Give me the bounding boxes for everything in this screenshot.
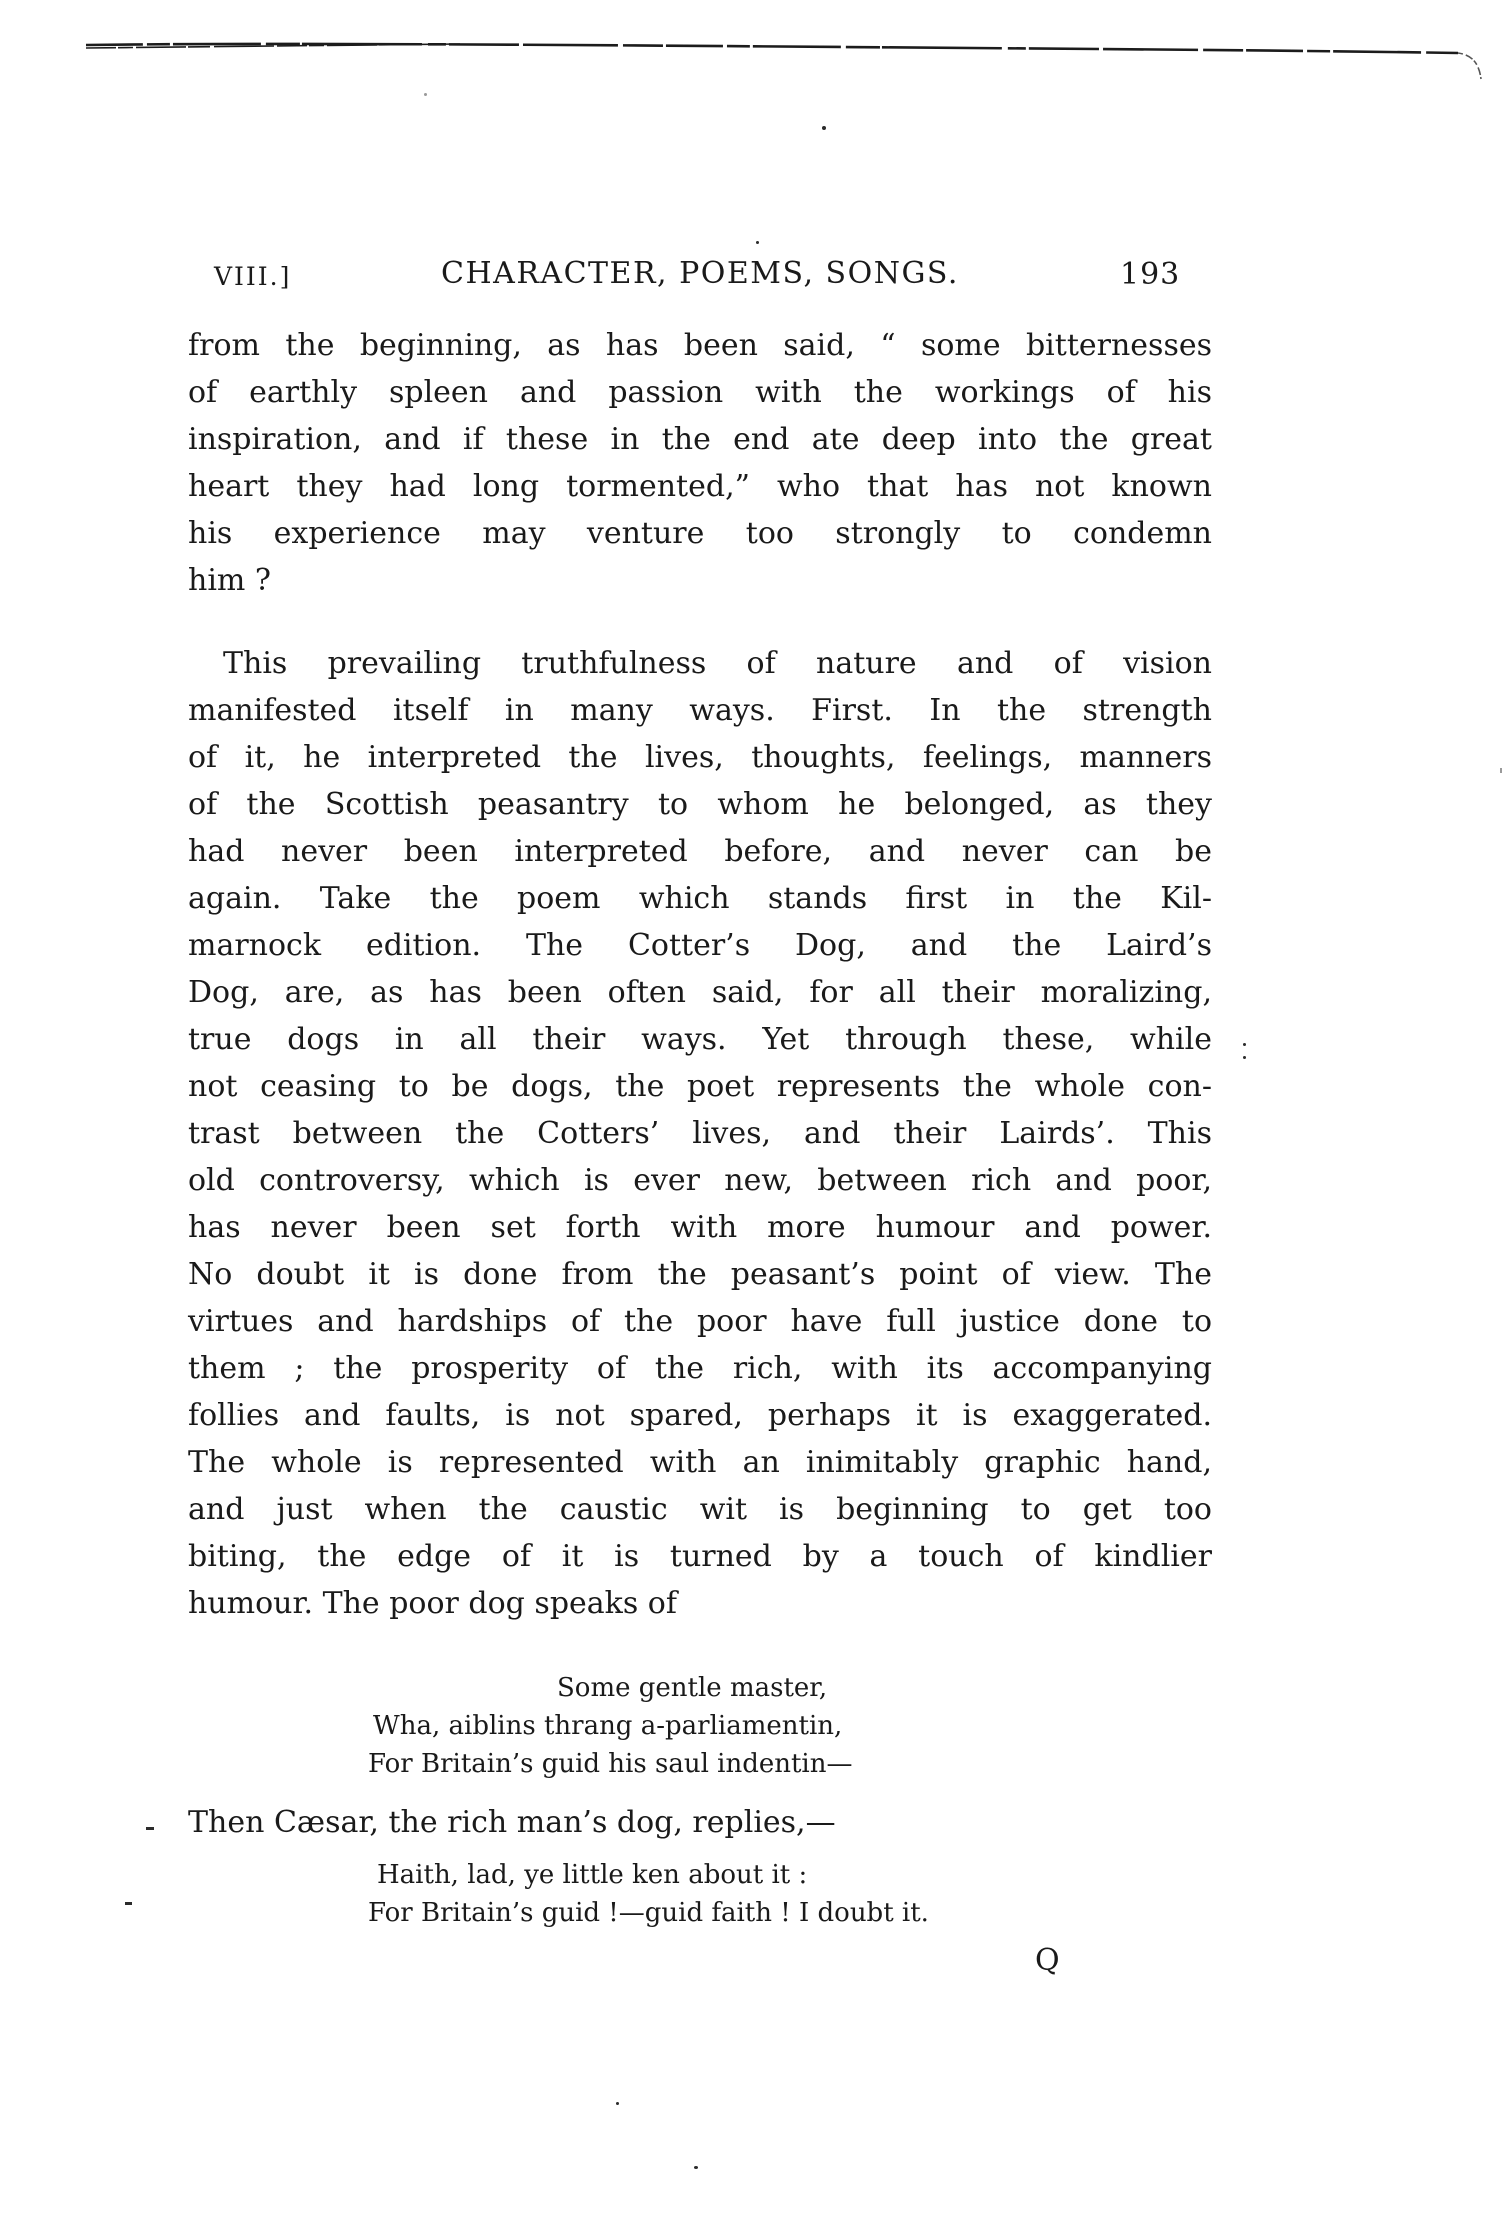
text-line: heart they had long tormented,” who that has not known: [188, 469, 1212, 504]
text-line: manifested itself in many ways. First. In the strength: [188, 693, 1212, 728]
narrative-line: Then Cæsar, the rich man’s dog, replies,—: [188, 1805, 836, 1840]
verse-quote-caesar-reply: [188, 1856, 1212, 1932]
scan-speck: [125, 1902, 132, 1905]
text-line: from the beginning, as has been said, “ some bitternesses: [188, 328, 1212, 363]
text-line: Haith, lad, ye little ken about it :: [377, 1860, 808, 1890]
text-line: Some gentle master,: [557, 1673, 828, 1703]
text-line: No doubt it is done from the peasant’s point of view. The: [188, 1257, 1212, 1292]
text-line: Wha, aiblins thrang a-parliamentin,: [373, 1711, 843, 1741]
text-line: true dogs in all their ways. Yet through these, while: [188, 1022, 1212, 1057]
text-line: Dog, are, as has been often said, for all their moralizing,: [188, 975, 1212, 1010]
text-line: For Britain’s guid his saul indentin—: [368, 1749, 853, 1779]
text-line: biting, the edge of it is turned by a touch of kindlier: [188, 1539, 1212, 1574]
scan-speck: [1243, 1043, 1246, 1046]
verse-quote-poor-dog: [188, 1669, 1212, 1783]
scan-speck: [1243, 1056, 1246, 1059]
text-line: has never been set forth with more humour and power.: [188, 1210, 1212, 1245]
text-line: again. Take the poem which stands first in the Kil-: [188, 881, 1212, 916]
printer-signature-mark: Q: [1035, 1943, 1060, 1978]
text-line: of the Scottish peasantry to whom he belonged, as they: [188, 787, 1212, 822]
paragraph-continuation: [188, 322, 1212, 604]
running-header: [188, 256, 1212, 296]
text-line: and just when the caustic wit is beginning to get too: [188, 1492, 1212, 1527]
scan-speck: [756, 241, 759, 244]
text-line: him ?: [188, 563, 271, 598]
scan-speck: [1500, 768, 1502, 773]
text-line: old controversy, which is ever new, between rich and poor,: [188, 1163, 1212, 1198]
text-line: of it, he interpreted the lives, thoughts, feelings, manners: [188, 740, 1212, 775]
text-line: This prevailing truthfulness of nature and of vision: [223, 646, 1212, 681]
scan-speck: [694, 2166, 698, 2169]
text-line: virtues and hardships of the poor have full justice done to: [188, 1304, 1212, 1339]
text-column: [188, 322, 1212, 1980]
text-line: humour. The poor dog speaks of: [188, 1586, 677, 1621]
text-line: his experience may venture too strongly to condemn: [188, 516, 1212, 551]
text-line: them ; the prosperity of the rich, with its accompanying: [188, 1351, 1212, 1386]
running-title: CHARACTER, POEMS, SONGS.: [441, 256, 959, 291]
scan-speck: [146, 1827, 154, 1830]
text-line: had never been interpreted before, and never can be: [188, 834, 1212, 869]
text-line: For Britain’s guid !—guid faith ! I doubt it.: [368, 1898, 929, 1928]
scan-speck: [616, 2102, 619, 2105]
text-line: not ceasing to be dogs, the poet represents the whole con-: [188, 1069, 1212, 1104]
paragraph: [188, 640, 1212, 1627]
text-line: The whole is represented with an inimitably graphic hand,: [188, 1445, 1212, 1480]
page-top-rule: [0, 0, 1511, 100]
text-line: follies and faults, is not spared, perhaps it is exaggerated.: [188, 1398, 1212, 1433]
scan-speck: [822, 126, 826, 130]
text-line: of earthly spleen and passion with the workings of his: [188, 375, 1212, 410]
text-line: inspiration, and if these in the end ate deep into the great: [188, 422, 1212, 457]
page-number: 193: [1120, 257, 1181, 292]
text-line: trast between the Cotters’ lives, and their Lairds’. This: [188, 1116, 1212, 1151]
chapter-marker: VIII.]: [214, 262, 292, 291]
scan-speck: [424, 93, 427, 96]
text-line: marnock edition. The Cotter’s Dog, and the Laird’s: [188, 928, 1212, 963]
